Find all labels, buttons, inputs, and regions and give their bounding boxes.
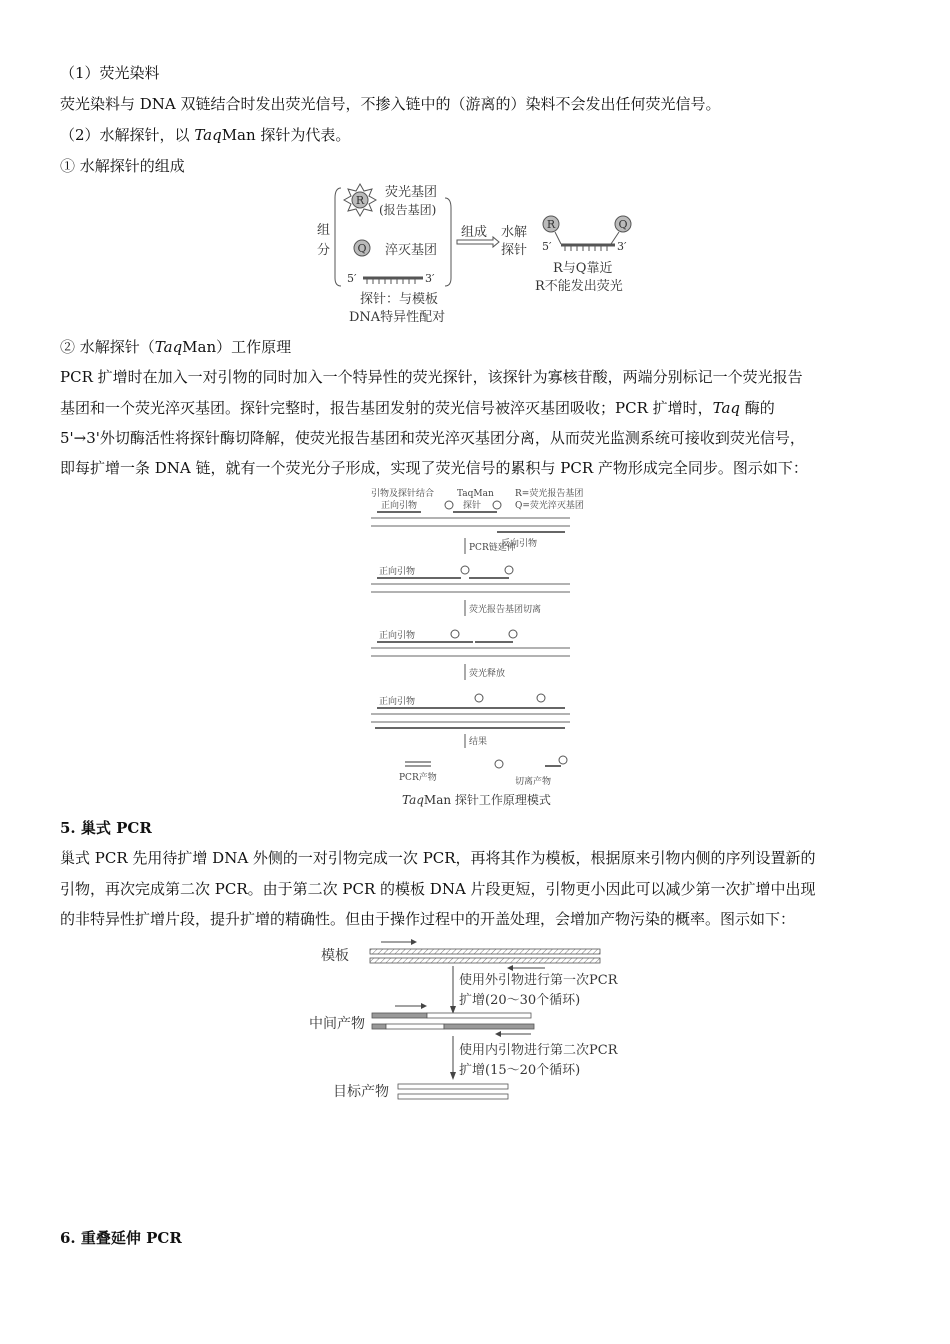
fig2-step2: 荧光报告基团切离 (469, 605, 542, 615)
para-fluorescent-dye-title: （1）荧光染料 (60, 64, 160, 82)
fig1-probe-2: DNA特异性配对 (349, 310, 446, 325)
fig2-fwd-3: 正向引物 (379, 631, 416, 641)
fig2-fwd-4: 正向引物 (379, 697, 416, 707)
fig1-reporter-label: (报告基团) (379, 203, 437, 217)
heading-overlap-pcr: 6. 重叠延伸 PCR (60, 1229, 182, 1247)
fig1-no-fluor: R不能发出荧光 (535, 279, 623, 294)
fig2-caption: TaqMan 探针工作原理模式 (402, 793, 551, 807)
fig1-group-1: 组 (317, 223, 331, 238)
para-principle-1: PCR 扩增时在加入一对引物的同时加入一个特异性的荧光探针，该探针为寡核苷酸，两端分别标记一个荧光报告 (60, 368, 803, 386)
para-nested-3: 的非特异性扩增片段，提升扩增的精确性。但由于操作过程中的开盖处理，会增加产物污染的概率。图示如下： (60, 910, 796, 928)
probe-composition-diagram (305, 178, 665, 328)
nested-pcr-diagram (305, 936, 655, 1106)
fig2-taqman-label: TaqMan (457, 489, 494, 499)
fig3-step2b: 扩增(15～20个循环) (459, 1063, 581, 1078)
fig1-probe-1: 探针：与模板 (360, 292, 439, 307)
fig1-five-right: 5′ (542, 240, 552, 253)
para-nested-2: 引物，再次完成第二次 PCR。由于第二次 PCR 的模板 DNA 片段更短，引物更小因此可以减少第一次扩增中出现 (60, 880, 816, 898)
taqman-mechanism-diagram (365, 486, 590, 786)
fig1-group-2: 分 (317, 243, 331, 258)
fig2-legend-r: R=荧光报告基团 (515, 489, 584, 499)
fig3-target: 目标产物 (333, 1084, 389, 1100)
para-principle-2: 基团和一个荧光淬灭基团。探针完整时，报告基团发射的荧光信号被淬灭基团吸收；PCR 扩增时，Taq 酶的 (60, 399, 775, 417)
fig1-r2: R (546, 218, 556, 231)
fig1-r-label: R (355, 194, 365, 207)
para-probe-principle-title: ② 水解探针（TaqMan）工作原理 (60, 338, 292, 356)
para-principle-3: 5'→3'外切酶活性将探针酶切降解，使荧光报告基团和荧光淬灭基团分离，从而荧光监测系统可接收到荧光信号， (60, 429, 805, 447)
fig3-template: 模板 (321, 948, 349, 964)
fig2-fwd-2: 正向引物 (379, 567, 416, 577)
fig1-three-right: 3′ (617, 240, 627, 253)
para-fluorescent-dye-desc: 荧光染料与 DNA 双链结合时发出荧光信号，不掺入链中的（游离的）染料不会发出任何荧光信号。 (60, 95, 721, 113)
fig3-middle: 中间产物 (309, 1016, 365, 1032)
fig2-rev-label: 反向引物 (501, 539, 538, 549)
fig2-step4: 结果 (469, 737, 488, 747)
fig1-fluor-label: 荧光基团 (385, 185, 438, 200)
fig2-step1: PCR链延伸 (469, 543, 516, 553)
fig3-step1a: 使用外引物进行第一次PCR (459, 973, 618, 988)
fig1-q2: Q (618, 218, 628, 231)
fig1-quench-label: 淬灭基团 (385, 243, 438, 258)
fig1-three-left: 3′ (425, 272, 435, 285)
fig2-step3: 荧光释放 (469, 669, 506, 679)
fig2-legend-q: Q=荧光淬灭基团 (515, 501, 584, 511)
fig2-bind-label: 引物及探针结合 (371, 489, 435, 499)
fig1-near: R与Q靠近 (553, 261, 613, 276)
fig3-step1b: 扩增(20～30个循环) (459, 993, 581, 1008)
fig1-compose-label: 组成 (461, 225, 488, 240)
para-principle-4: 即每扩增一条 DNA 链，就有一个荧光分子形成，实现了荧光信号的累积与 PCR 产物形成完全同步。图示如下： (60, 459, 808, 477)
fig2-pcr-product: PCR产物 (399, 773, 437, 783)
fig2-probe-label: 探针 (463, 501, 482, 511)
fig2-fwd-1: 正向引物 (381, 501, 418, 511)
para-probe-composition: ① 水解探针的组成 (60, 157, 185, 175)
para-hydrolysis-probe-title: （2）水解探针，以 TaqMan 探针为代表。 (60, 126, 351, 144)
fig1-five-left: 5′ (347, 272, 357, 285)
fig3-step2a: 使用内引物进行第二次PCR (459, 1043, 618, 1058)
fig1-hydro-2: 探针 (501, 243, 528, 258)
fig1-q-label: Q (357, 242, 367, 255)
fig1-hydro-1: 水解 (501, 225, 528, 240)
fig2-cut-product: 切离产物 (515, 777, 552, 786)
para-nested-1: 巢式 PCR 先用待扩增 DNA 外侧的一对引物完成一次 PCR，再将其作为模板，根据原来引物内侧的序列设置新的 (60, 849, 816, 867)
heading-nested-pcr: 5. 巢式 PCR (60, 819, 152, 837)
